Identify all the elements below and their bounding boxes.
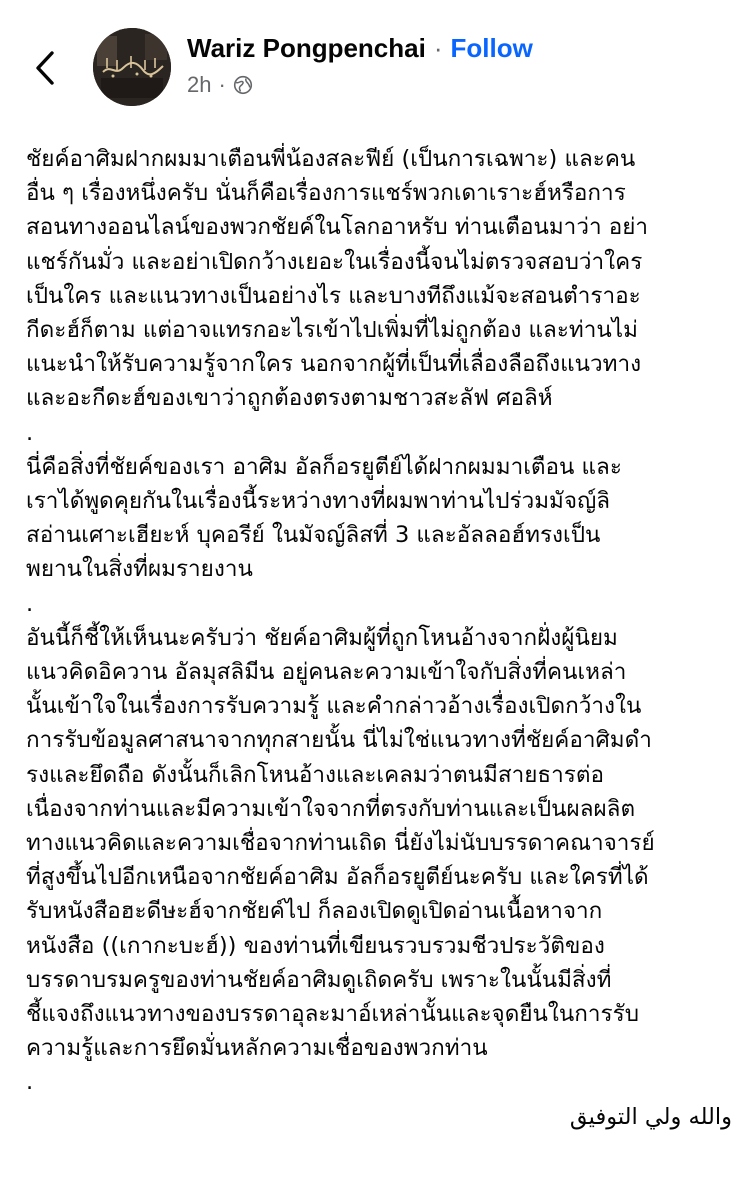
post-line: แชร์กันมั่ว และอย่าเปิดกว้างเยอะในเรื่องนี้จนไม่ตรวจสอบว่าใคร [26, 248, 643, 275]
post-line: เนื่องจากท่านและมีความเข้าใจจากที่ตรงกับท่านและเป็นผลผลิต [26, 795, 636, 822]
post-line: ที่สูงขึ้นไปอีกเหนือจากชัยค์อาศิม อัลก็อรยูตีย์นะครับ และใครที่ได้ [26, 864, 649, 891]
post-line: นี่คือสิ่งที่ชัยค์ของเรา อาศิม อัลก็อรยูตีย์ได้ฝากผมมาเตือน และ [26, 453, 622, 480]
post-line: พยานในสิ่งที่ผมรายงาน [26, 556, 253, 583]
author-row [187, 33, 533, 64]
back-button[interactable] [28, 48, 62, 88]
meta-separator: · [218, 72, 226, 97]
post-line: กีดะฮ์ก็ตาม แต่อาจแทรกอะไรเข้าไปเพิ่มที่ไม่ถูกต้อง และท่านไม่ [26, 317, 638, 344]
post-line: ทางแนวคิดและความเชื่อจากท่านเถิด นี่ยังไม่นับบรรดาคณาจารย์ [26, 830, 655, 857]
globe-icon [233, 75, 253, 95]
author-name[interactable]: Wariz Pongpenchai [187, 33, 426, 63]
post-line: . [26, 419, 34, 446]
post-line: แนะนำให้รับความรู้จากใคร นอกจากผู้ที่เป็นที่เลื่องลือถึงแนวทาง [26, 351, 642, 378]
post-line: การรับข้อมูลศาสนาจากทุกสายนั้น นี่ไม่ใช่แนวทางที่ชัยค์อาศิมดำ [26, 727, 652, 754]
post-line: ชี้แจงถึงแนวทางของบรรดาอุละมาอ์เหล่านั้นและจุดยืนในการรับ [26, 1001, 639, 1028]
post-line: นั้นเข้าใจในเรื่องการรับความรู้ และคำกล่าวอ้างเรื่องเปิดกว้างใน [26, 693, 642, 720]
post-line: เป็นใคร และแนวทางเป็นอย่างไร และบางทีถึงแม้จะสอนตำราอะ [26, 282, 641, 309]
post-line: ความรู้และการยึดมั่นหลักความเชื่อของพวกท่าน [26, 1035, 488, 1062]
author-avatar[interactable] [93, 28, 171, 106]
closing-arabic-line: والله ولي التوفيق [569, 1103, 732, 1130]
post-line: สอ่านเศาะเฮียะห์ บุคอรีย์ ในมัจญ์ลิสที่ 3 และอัลลอฮ์ทรงเป็น [26, 522, 601, 549]
post-line: ชัยค์อาศิมฝากผมมาเตือนพี่น้องสละฟีย์ (เป็นการเฉพาะ) และคน [26, 146, 636, 172]
post-line: รับหนังสือฮะดีษะฮ์จากชัยค์ไป ก็ลองเปิดดูเปิดอ่านเนื้อหาจาก [26, 898, 603, 925]
post-line: เราได้พูดคุยกันในเรื่องนี้ระหว่างทางที่ผมพาท่านไปร่วมมัจญ์ลิ [26, 488, 611, 515]
post-time[interactable]: 2h [187, 72, 212, 97]
post-line: อันนี้ก็ชี้ให้เห็นนะครับว่า ชัยค์อาศิมผู้ที่ถูกโหนอ้างจากฝั่งผู้นิยม [26, 624, 618, 651]
post-line: และอะกีดะฮ์ของเขาว่าถูกต้องตรงตามชาวสะลัฟ ศอลิห์ [26, 385, 553, 412]
post-line: อื่น ๆ เรื่องหนึ่งครับ นั่นก็คือเรื่องการแชร์พวกเดาเราะฮ์หรือการ [26, 180, 626, 207]
post-line: . [26, 1069, 34, 1096]
post-line: หนังสือ ((เกากะบะฮ์)) ของท่านที่เขียนรวบรวมชีวประวัติของ [26, 932, 605, 959]
follow-button[interactable]: Follow [450, 33, 533, 63]
post-header [0, 0, 756, 115]
post-line: รงและยึดถือ ดังนั้นก็เลิกโหนอ้างและเคลมว่าตนมีสายธารต่อ [26, 761, 605, 788]
post-meta [187, 72, 253, 98]
chevron-left-icon [34, 50, 56, 86]
post-line: . [26, 590, 34, 617]
post-line: บรรดาบรมครูของท่านชัยค์อาศิมดูเถิดครับ เพราะในนั้นมีสิ่งที่ [26, 966, 612, 993]
arabic-calligraphy-avatar [93, 28, 171, 106]
name-separator: · [433, 33, 443, 63]
post-line: แนวคิดอิควาน อัลมุสลิมีน อยู่คนละความเข้าใจกับสิ่งที่คนเหล่า [26, 659, 627, 686]
post-body [26, 142, 732, 1134]
post-line: สอนทางออนไลน์ของพวกชัยค์ในโลกอาหรับ ท่านเตือนมาว่า อย่า [26, 214, 649, 241]
